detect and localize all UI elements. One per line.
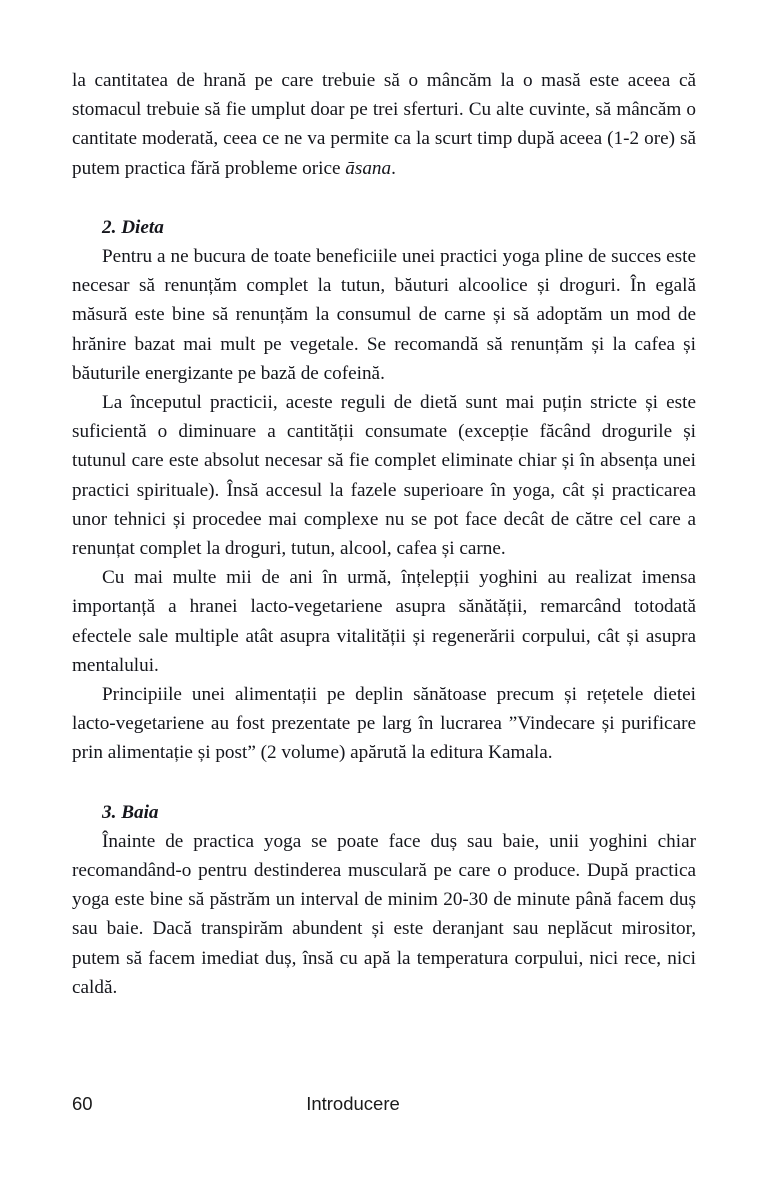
paragraph-dieta-2: La începutul practicii, aceste reguli de dietă sunt mai puțin stricte și este suficientă o diminuare a cantității consumate (excepție făcând drogurile și tutunul care este absolut necesar să fie complet eliminate chiar și în absența unei practici spirituale). Însă accesul la fazele superioare în yoga, cât și practicarea unor tehnici și procedee mai complexe nu se pot face decât de către cel care a renunțat complet la droguri, tutun, alcool, cafea și carne. bbox=[72, 392, 696, 560]
paragraph-dieta-4: Principiile unei alimentații pe deplin sănătoase precum și rețetele dietei lacto-vegetariene au fost prezentate pe larg în lucrarea ”Vindecare și purificare prin alimentație și post” (2 volume) apărută la editura Kamala. bbox=[72, 684, 696, 764]
paragraph-dieta-3: Cu mai multe mii de ani în urmă, înțelepții yoghini au realizat imensa importanță a hranei lacto-vegetariene asupra sănătății, remarcând totodată efectele sale multiple atât asupra vitalității și regenerării corpului, cât și asupra mentalului. bbox=[72, 567, 696, 676]
running-title: Introducere bbox=[306, 1093, 400, 1114]
paragraph-text: la cantitatea de hrană pe care trebuie să o mâncăm la o masă este aceea că stomacul trebuie să fie umplut doar pe trei sferturi. Cu alte cuvinte, să mâncăm o cantitate moderată, ceea ce ne va permite ca la scurt timp după aceea (1-2 ore) să putem practica fără probleme orice bbox=[72, 70, 696, 179]
section-heading-dieta: 2. Dieta bbox=[102, 216, 164, 238]
paragraph-baia-1: Înainte de practica yoga se poate face duș sau baie, unii yoghini chiar recomandând-o pentru destinderea musculară pe care o produce. După practica yoga este bine să păstrăm un interval de minim 20-30 de minute până facem duș sau baie. Dacă transpirăm abundent și este deranjant sau neplăcut mirositor, putem să facem imediat duș, însă cu apă la temperatura corpului, nici rece, nici caldă. bbox=[72, 830, 696, 998]
paragraph-tail: . bbox=[391, 157, 396, 179]
paragraph-dieta-1: Pentru a ne bucura de toate beneficiile unei practici yoga pline de succes este necesar să renunțăm complet la tutun, băuturi alcoolice și droguri. În egală măsură este bine să renunțăm la consumul de carne și să adoptăm un mod de hrănire bazat mai mult pe vegetale. Se recomandă să renunțăm și la cafea și băuturile energizante pe bază de cofeină. bbox=[72, 246, 696, 384]
paragraph-continued bbox=[72, 66, 696, 183]
page-number: 60 bbox=[72, 1093, 93, 1114]
page-footer bbox=[0, 1090, 768, 1118]
text-column bbox=[72, 66, 696, 1002]
section-heading-baia: 3. Baia bbox=[102, 801, 159, 823]
sanskrit-term-asana: āsana bbox=[345, 157, 392, 179]
